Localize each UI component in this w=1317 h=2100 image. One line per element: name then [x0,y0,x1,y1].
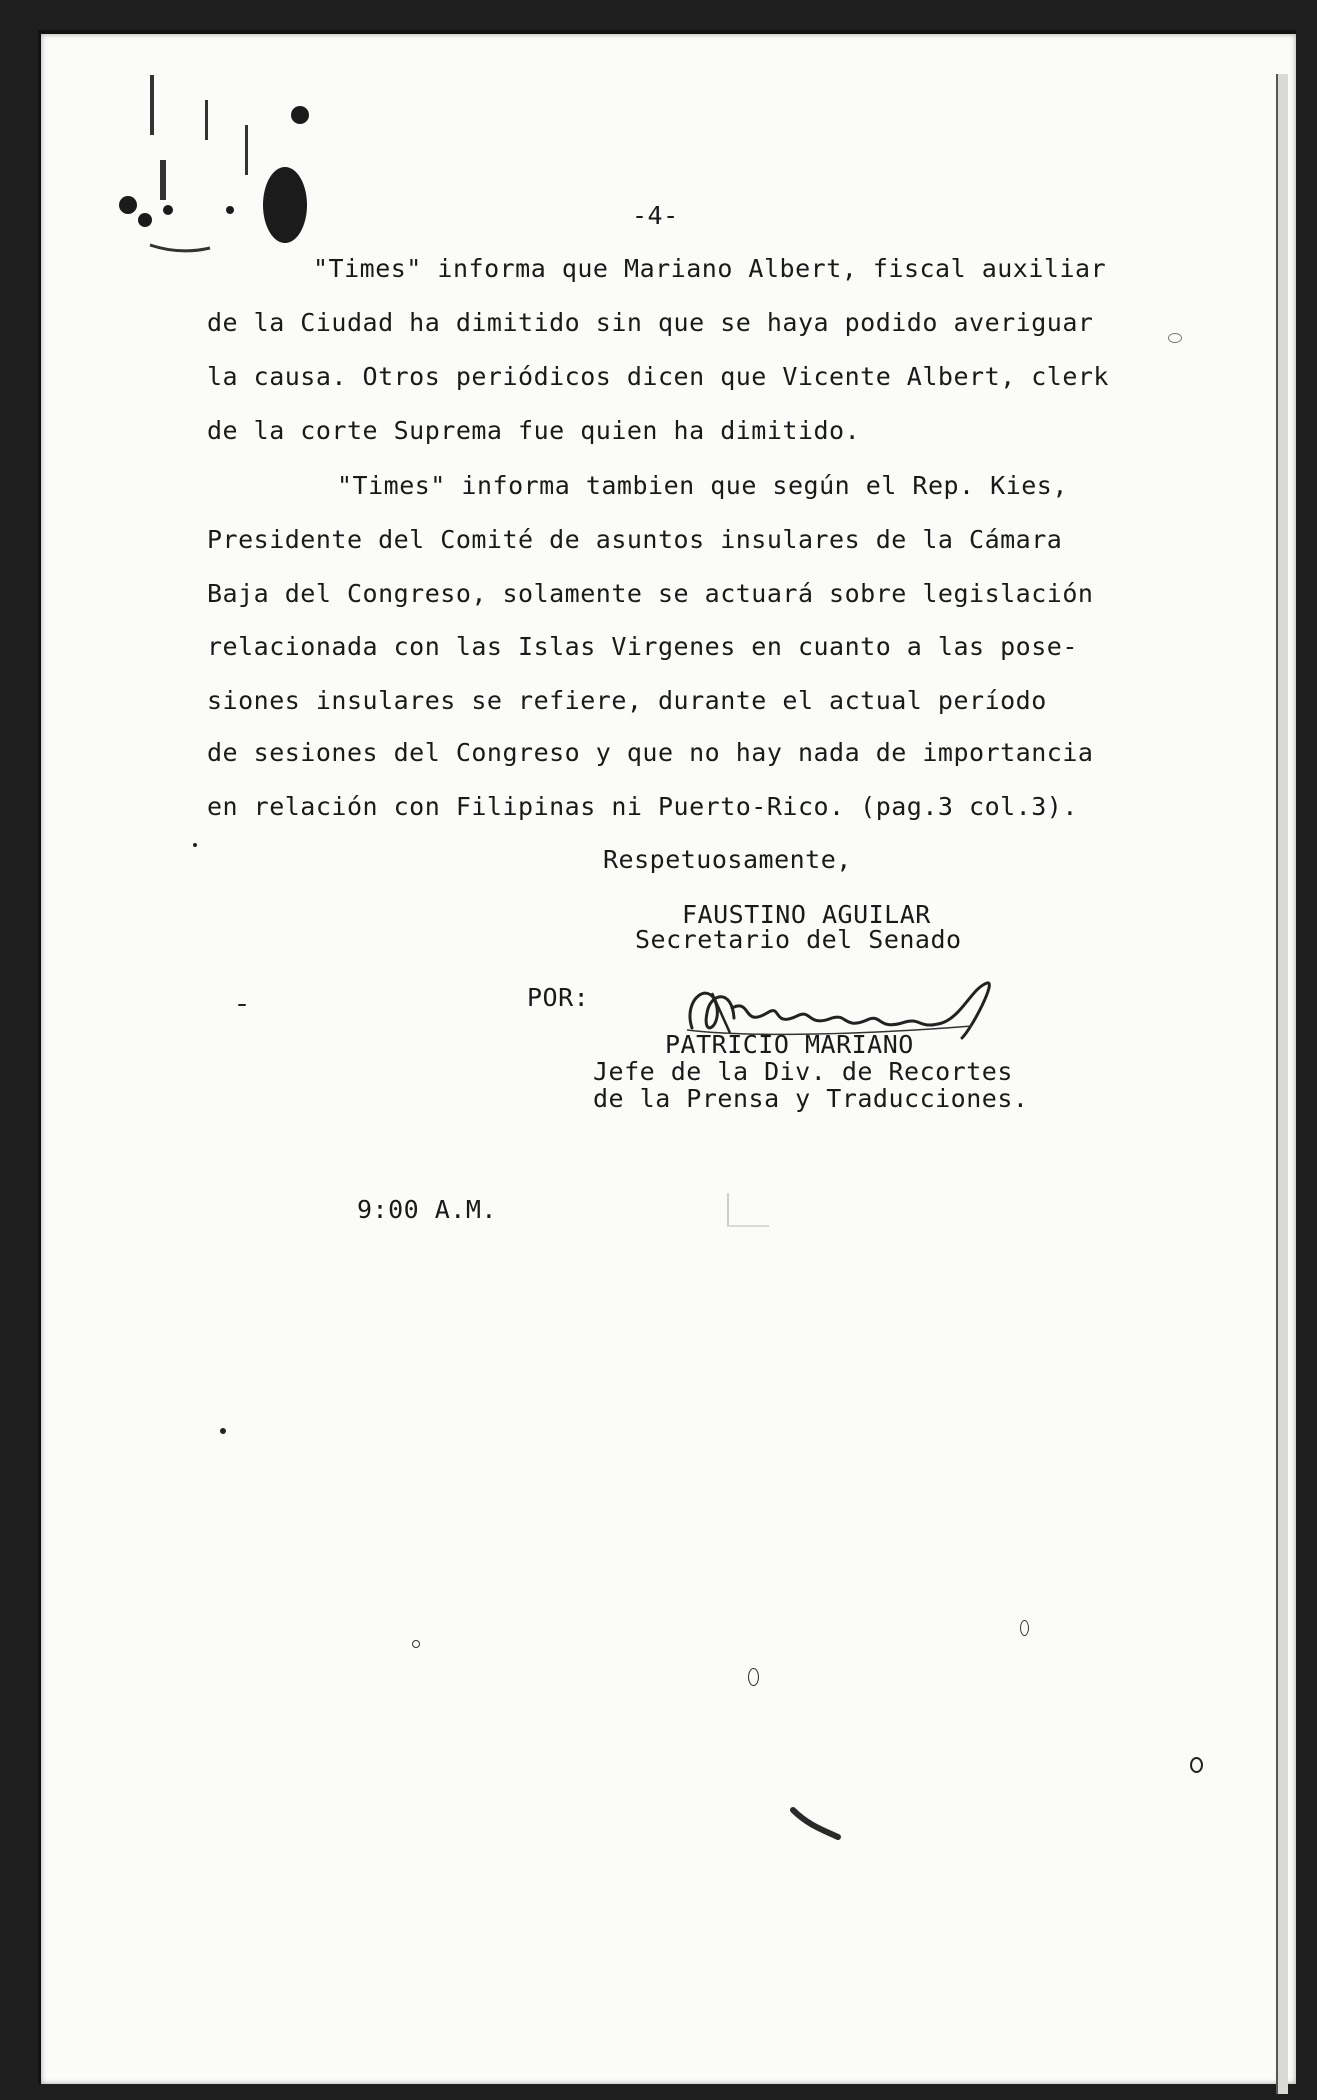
por-label: POR: [527,983,590,1012]
page-edge [1276,74,1288,2094]
paragraph-line: Baja del Congreso, solamente se actuará sobre legislación [207,579,1094,608]
ink-speck [1168,333,1182,343]
paragraph-line: de sesiones del Congreso y que no hay nada de importancia [207,738,1094,767]
salutation: Respetuosamente, [603,845,852,874]
page-number: -4- [632,201,679,230]
ink-speck [412,1640,420,1648]
ink-speck [1190,1757,1203,1773]
ink-speck [238,1004,246,1006]
agent-name: PATRICIO MARIANO [665,1030,914,1059]
ink-smudge [788,1805,848,1845]
paragraph-line: siones insulares se refiere, durante el actual período [207,686,1047,715]
paragraph-line: relacionada con las Islas Virgenes en cuanto a las pose- [207,632,1078,661]
ink-blot-decoration [90,70,330,270]
paragraph-line: de la Ciudad ha dimitido sin que se haya podido averiguar [207,308,1094,337]
timestamp: 9:00 A.M. [357,1195,497,1224]
paragraph-line: Presidente del Comité de asuntos insulares de la Cámara [207,525,1063,554]
agent-title-line2: de la Prensa y Traducciones. [593,1084,1029,1113]
agent-title-line1: Jefe de la Div. de Recortes [593,1057,1013,1086]
paragraph-line: "Times" informa tambien que según el Rep. Kies, [337,471,1068,500]
ink-speck [1020,1620,1029,1636]
faint-stamp-mark [727,1193,769,1227]
paragraph-line: "Times" informa que Mariano Albert, fiscal auxiliar [313,254,1107,283]
signer-name: FAUSTINO AGUILAR [682,900,931,929]
paragraph-line: de la corte Suprema fue quien ha dimitido. [207,416,861,445]
ink-speck [193,843,197,847]
paragraph-line: en relación con Filipinas ni Puerto-Rico. (pag.3 col.3). [207,792,1078,821]
paragraph-line: la causa. Otros periódicos dicen que Vicente Albert, clerk [207,362,1109,391]
signer-title: Secretario del Senado [635,925,962,954]
ink-speck [748,1668,759,1686]
ink-speck [220,1428,226,1434]
